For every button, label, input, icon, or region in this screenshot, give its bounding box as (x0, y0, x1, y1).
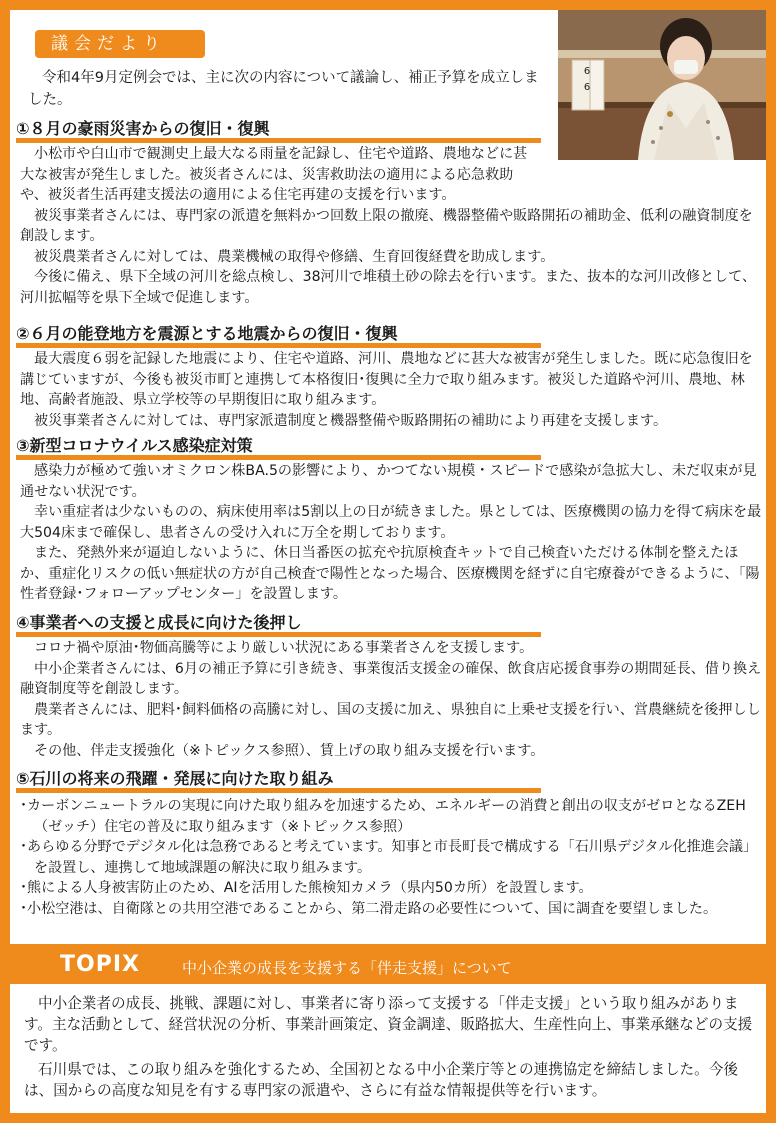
section-body-4 (20, 638, 762, 761)
paragraph: 石川県では、この取り組みを強化するため、全国初となる中小企業庁等との連携協定を締結しました。今後は、国からの高度な知見を有する専門家の派遣や、さらに有益な情報提供等を行います。 (24, 1061, 738, 1099)
paragraph: 被災農業者さんに対しては、農業機械の取得や修繕、生育回復経費を助成します。 (34, 248, 555, 265)
section-body-2 (20, 349, 762, 431)
topix-title: 中小企業の成長を支援する「伴走支援」について (182, 959, 512, 977)
section-heading-2: ②６月の能登地方を震源とする地震からの復旧・復興 (16, 323, 398, 345)
bullet-item: ･小松空港は、自衛隊との共用空港であることから、第二滑走路の必要性について、国に調査を要望しました。 (20, 900, 718, 917)
topix-label: TOPIX (60, 952, 140, 977)
section-tag: 議会だより (35, 30, 205, 58)
bullet-item: ･カーボンニュートラルの実現に向けた取り組みを加速するため、エネルギーの消費と創出の収支がゼロとなるZEH（ゼッチ）住宅の普及に取り組みます（※トピックス参照） (20, 798, 746, 835)
paragraph: 農業者さんには、肥料･飼料価格の高騰に対し、国の支援に加え、県独自に上乗せ支援を行い、営農継続を後押しします。 (20, 701, 761, 738)
paragraph: その他、伴走支援強化（※トピックス参照）、賃上げの取り組み支援を行います。 (34, 742, 545, 759)
topix-body (24, 993, 764, 1104)
paragraph: コロナ禍や原油･物価高騰等により厳しい状況にある事業者さんを支援します。 (34, 640, 534, 656)
section-heading-4: ④事業者への支援と成長に向けた後押し (16, 612, 302, 634)
council-member-photo (558, 10, 766, 160)
paragraph: 被災事業者さんに対しては、専門家派遣制度と機器整備や販路開拓の補助により再建を支援します。 (34, 412, 668, 429)
paragraph: 感染力が極めて強いオミクロン株BA.5の影響により、かつてない規模・スピードで感染が急拡大し、未だ収束が見通せない状況です。 (20, 463, 757, 500)
paragraph: 最大震度６弱を記録した地震により、住宅や道路、河川、農地などに甚大な被害が発生しました。既に応急復旧を講じていますが、今後も被災市町と連携して本格復旧･復興に全力で取り組みます。被災した道路や河川、農地、林地、高齢者施設、県立学校等の早期復旧に取り組みます。 (20, 351, 753, 408)
paragraph: 中小企業者さんには、6月の補正予算に引き続き、事業復活支援金の確保、飲食店応援食事券の期間延長、借り換え融資制度等を創設します。 (20, 660, 762, 697)
paragraph: 小松市や白山市で観測史上最大なる雨量を記録し、住宅や道路、農地などに甚大な被害が発生しました。被災者さんには、災害救助法の適用による応急救助や、被災者生活再建支援法の適用による住宅再建の支援を行います。 (20, 146, 528, 203)
section-body-1 (20, 144, 762, 308)
section-bullets-5 (20, 796, 762, 919)
svg-text:6: 6 (583, 66, 591, 77)
svg-text:6: 6 (583, 82, 591, 93)
section-heading-5: ⑤石川の将来の飛躍・発展に向けた取り組み (16, 768, 334, 790)
paragraph: 中小企業者の成長、挑戦、課題に対し、事業者に寄り添って支援する「伴走支援」という取り組みがあります。主な活動として、経営状況の分析、事業計画策定、資金調達、販路拡大、生産性向上、事業承継などの支援です。 (24, 995, 753, 1054)
section-heading-3: ③新型コロナウイルス感染症対策 (16, 435, 253, 457)
section-body-3 (20, 461, 762, 605)
topix-banner (10, 953, 766, 981)
section-heading-1: ①８月の豪雨災害からの復旧・復興 (16, 118, 270, 140)
paragraph: 今後に備え、県下全域の河川を総点検し、38河川で堆積土砂の除去を行います。また、抜本的な河川改修として、河川拡幅等を県下全域で促進します。 (20, 269, 757, 306)
paragraph: また、発熱外来が逼迫しないように、休日当番医の拡充や抗原検査キットで自己検査いただける体制を整えたほか、重症化リスクの低い無症状の方が自己検査で陽性となった場合、医療機関を経ずに自宅療養ができるように、「陽性者登録･フォローアップセンター」を設置します。 (20, 545, 760, 602)
bullet-item: ･熊による人身被害防止のため、AIを活用した熊検知カメラ（県内50カ所）を設置します。 (20, 880, 593, 896)
paragraph: 幸い重症者は少ないものの、病床使用率は5割以上の日が続きました。県としては、医療機関の協力を得て病床を最大504床まで確保し、患者さんの受け入れに万全を期しております。 (20, 504, 762, 541)
intro-paragraph: 令和4年9月定例会では、主に次の内容について議論し、補正予算を成立しました。 (28, 70, 539, 108)
bullet-item: ･あらゆる分野でデジタル化は急務であると考えています。知事と市長町長で構成する「石川県デジタル化推進会議」を設置し、連携して地域課題の解決に取り組みます。 (20, 839, 758, 876)
paragraph: 被災事業者さんには、専門家の派遣を無料かつ回数上限の撤廃、機器整備や販路開拓の補助金、低利の融資制度を創設します。 (20, 207, 753, 244)
